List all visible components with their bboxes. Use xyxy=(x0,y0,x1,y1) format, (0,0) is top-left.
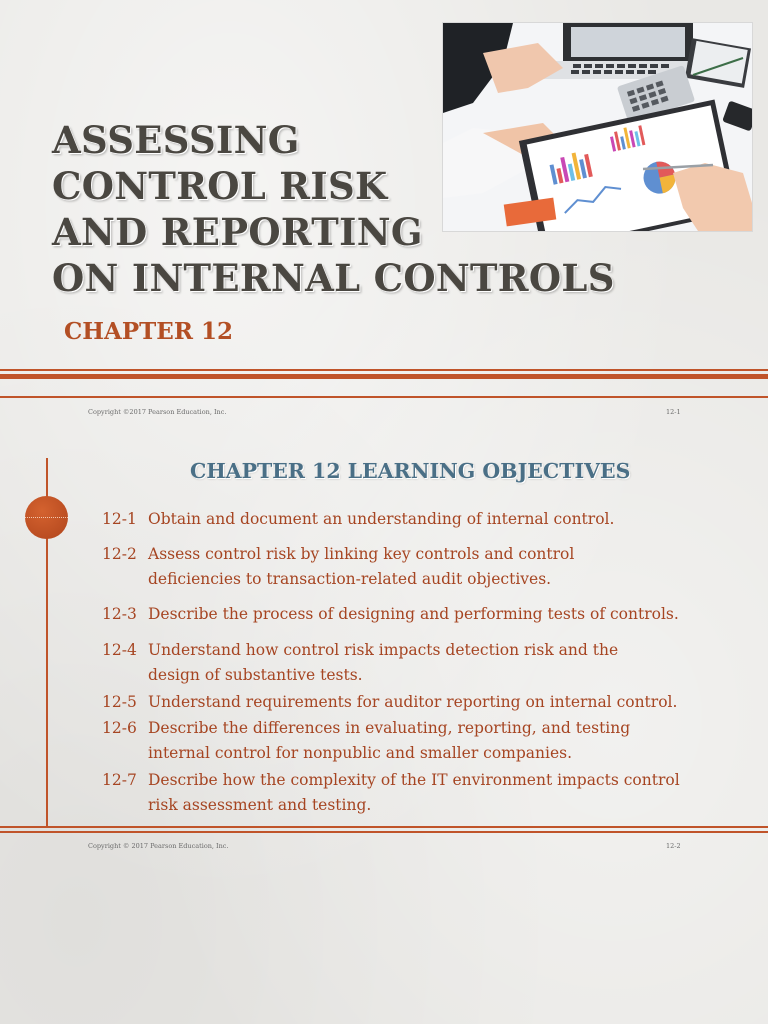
objective-number: 12-5 xyxy=(102,693,137,711)
slide1-page-number: 12-1 xyxy=(666,408,681,416)
objective-number: 12-2 xyxy=(102,545,137,563)
objective-text: Obtain and document an understanding of internal control. xyxy=(148,510,615,528)
title-line-2: CONTROL RISK xyxy=(52,164,388,208)
objective-text: Describe the differences in evaluating, reporting, and testing internal control for nonpublic and smaller companies. xyxy=(148,719,631,762)
objective-item xyxy=(102,602,742,627)
divider-line xyxy=(0,374,768,379)
circle-dotted-line xyxy=(25,517,68,518)
title-line-4: ON INTERNAL CONTROLS xyxy=(52,256,615,300)
slide1-copyright: Copyright ©2017 Pearson Education, Inc. xyxy=(88,408,227,416)
divider-line xyxy=(0,396,768,398)
objective-text: Understand how control risk impacts detection risk and the design of substantive tests. xyxy=(148,641,619,684)
title-slide xyxy=(0,0,768,430)
divider-line xyxy=(0,826,768,828)
divider-bands xyxy=(0,369,768,401)
objective-item xyxy=(102,716,742,766)
objective-number: 12-1 xyxy=(102,510,137,528)
objective-number: 12-7 xyxy=(102,771,137,789)
title-line-1: ASSESSING xyxy=(52,118,300,162)
learning-objectives-title: CHAPTER 12 LEARNING OBJECTIVES xyxy=(190,459,631,483)
divider-line xyxy=(0,369,768,371)
objective-text: Understand requirements for auditor reporting on internal control. xyxy=(148,693,678,711)
objective-item xyxy=(102,690,742,715)
objective-number: 12-6 xyxy=(102,719,137,737)
slide2-divider-bands xyxy=(0,826,768,836)
objective-item xyxy=(102,768,742,818)
chapter-label: CHAPTER 12 xyxy=(64,318,233,345)
divider-line xyxy=(0,831,768,833)
objective-item xyxy=(102,638,742,688)
objective-item xyxy=(102,542,742,592)
objective-item xyxy=(102,507,742,532)
objective-text: Describe the process of designing and performing tests of controls. xyxy=(148,605,679,623)
objective-text: Describe how the complexity of the IT environment impacts control risk assessment and testing. xyxy=(148,771,680,814)
slide2-page-number: 12-2 xyxy=(666,842,681,850)
business-meeting-photo xyxy=(442,22,753,232)
slide2-copyright: Copyright © 2017 Pearson Education, Inc. xyxy=(88,842,229,850)
objective-number: 12-3 xyxy=(102,605,137,623)
objective-text: Assess control risk by linking key controls and control deficiencies to transaction-related audit objectives. xyxy=(148,545,575,588)
title-line-3: AND REPORTING xyxy=(52,210,423,254)
objective-number: 12-4 xyxy=(102,641,137,659)
